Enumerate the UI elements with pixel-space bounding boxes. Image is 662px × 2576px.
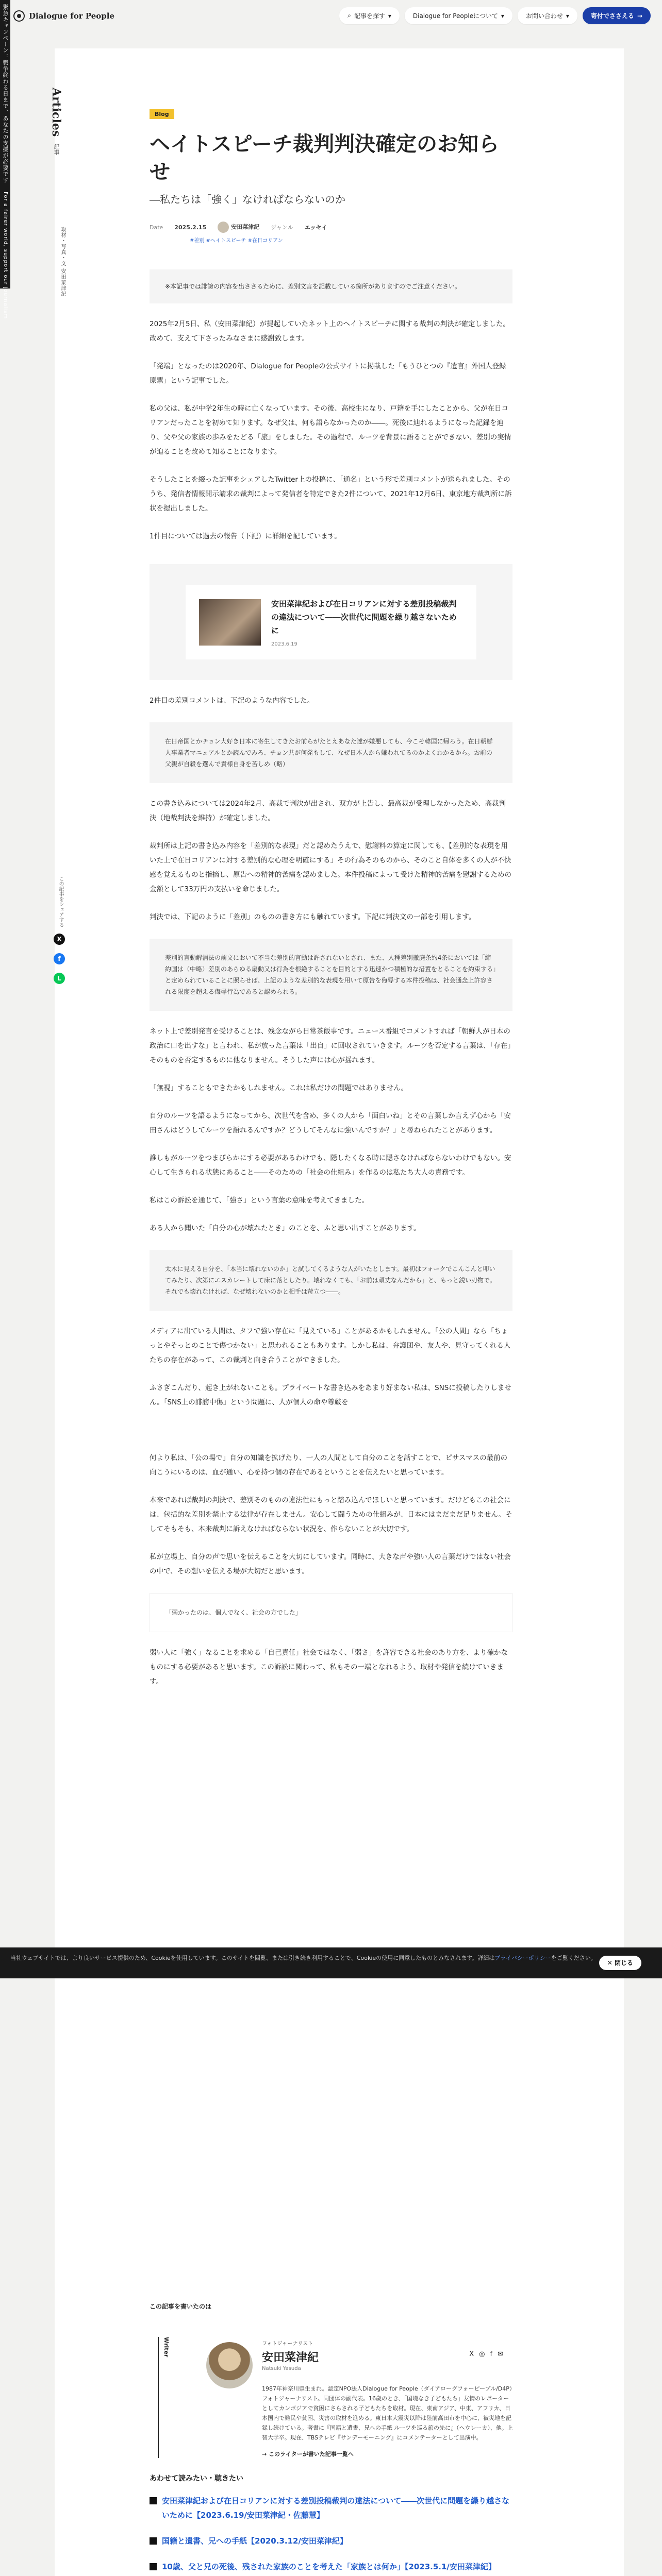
- nav-label: 寄付でささえる: [590, 12, 634, 20]
- line-share-icon[interactable]: L: [54, 973, 65, 984]
- paragraph: 「無視」することもできたかもしれません。これは私だけの問題ではありません。: [150, 1084, 408, 1092]
- article-subtitle: ―私たちは「強く」なければならないのか: [150, 193, 345, 206]
- logo-mark-icon: [13, 10, 25, 22]
- paragraph: 「発端」となったのは2020年、Dialogue for Peopleの公式サイトに掲載した「もうひとつの『遺言』外国人登録原票」という記事でした。: [150, 362, 506, 385]
- author-articles-link[interactable]: → このライターが書いた記事一覧へ: [262, 2451, 354, 2458]
- embed-card[interactable]: [186, 585, 476, 659]
- arrow-right-icon: →: [637, 12, 642, 20]
- quote-block: 太木に見える自分を、「本当に壊れないのか」と試してくるような人がいたとします。最初はフォークでこんこんと叩いてみたり、次第にエスカレートして床に落としたり。壊れなくても、「お前は頑丈なんだから」と、もっと鋭い刃物で。それでも壊れなければ、なぜ壊れないのかと相手は苛立つ――。: [150, 1250, 512, 1311]
- cookie-text-end: をご覧ください。: [551, 1955, 597, 1961]
- author-link[interactable]: [218, 222, 259, 233]
- content-warning: ※本記事では誹謗の内容を出ささるために、差別文言を記載している箇所がありますのでご注意ください。: [150, 269, 512, 303]
- paragraph: 私が立場上、自分の声で思いを伝えることを大切にしています。同時に、大きな声や強い人の言葉だけではない社会の中で、その想いを伝える場が大切だと思います。: [150, 1553, 511, 1575]
- paragraph: 判決では、下記のように「差別」のものの書き方にも触れています。下記に判決文の一部を引用します。: [150, 913, 476, 921]
- nav-contact[interactable]: [518, 7, 577, 24]
- author-vertical-label: Writer: [163, 2337, 170, 2358]
- nav-label: お問い合わせ: [525, 12, 563, 20]
- paragraph: 2件目の差別コメントは、下記のような内容でした。: [150, 697, 315, 705]
- nav-about[interactable]: [405, 7, 512, 24]
- square-bullet-icon: [150, 2497, 157, 2504]
- site-header: [10, 0, 662, 33]
- header-nav: [339, 7, 651, 24]
- cookie-close-button[interactable]: ✕ 閉じる: [599, 1956, 641, 1970]
- paragraph: 本来であれば裁判の判決で、差別そのものの違法性にもっと踏み込んでほしいと思っています。だけどもこの社会には、包括的な差別を禁止する法律が存在しません。安心して闘うための仕組みが、日本にはまだまだ足りません。そしてそもそも、本来裁判に訴えなければならない状況を、作らないことが大切です。: [150, 1496, 512, 1533]
- author-role: フォトジャーナリスト: [262, 2341, 313, 2347]
- facebook-share-icon[interactable]: f: [54, 953, 65, 964]
- paragraph: 裁判所は上記の書き込み内容を「差別的な表現」だと認めたうえで、慰謝料の算定に関しても、【差別的な表現を用いた上で在日コリアンに対する差別的な心理を明確にする」その行為そのものから、そのこと自体を多くの人が不快感を覚えるものと指摘し、原告への精神的苦痛を認めました。本件投稿によって受けた精神的苦痛を慰謝するための金額として33万円の支払いを命じました。: [150, 842, 511, 893]
- article-tag[interactable]: Blog: [150, 109, 174, 119]
- paragraph: ある人から聞いた「自分の心が壊れたとき」のことを、ふと思い出すことがあります。: [150, 1224, 421, 1232]
- article-date: 2025.2.15: [174, 224, 207, 231]
- avatar: [218, 222, 229, 233]
- campaign-strip-text: 緊急キャンペーン：戦争終わる日まで、あなたの支援が必要です: [2, 4, 9, 183]
- square-bullet-icon: [150, 2563, 157, 2570]
- paragraph: 2025年2月5日、私（安田菜津紀）が提起していたネット上のヘイトスピーチに関する裁判の判決が確定しました。改めて、支えて下さったみなさまに感謝致します。: [150, 320, 510, 343]
- author-bio: 1987年神奈川県生まれ。認定NPO法人Dialogue for People（ダイアローグフォーピープル/D4P）フォトジャーナリスト。同団体の副代表。16歳のとき、「国境なき子どもたち」友情のレポーターとしてカンボジアで貧困にさらされる子どもたちを取材。現在、東南アジア、中東、アフリカ、日本国内で難民や貧困、災害の取材を進める。東日本大震災以降は陸前高田市を中心に、被災地を記録し続けている。著書に『国籍と遺書、兄への手紙 ルーツを巡る旅の先に』（ヘウレーカ）、他。上智大学卒。現在、TBSテレビ『サンデーモーニング』にコメンテーターとして出演中。: [262, 2385, 513, 2441]
- author-photo: [206, 2342, 253, 2388]
- article-meta: [150, 222, 512, 233]
- quote-block: 差別的言動解消法の前文において不当な差別的言動は許されないとされ、また、人種差別撤廃条約4条においては「締約国は（中略）差別のあらゆる扇動又は行為を根絶することを目的とする迅速かつ積極的な措置をとることを約束する」と定められていることに照らせば、上記のような差別的な表現を用いて原告を侮辱する本件投稿は、社会通念上許容される限度を超える侮辱行為であると認められる。: [150, 939, 512, 1011]
- author-heading: この記事を書いたのは: [150, 2303, 212, 2310]
- paragraph: ふさぎこんだり、起き上がれないことも。プライベートな書き込みをあまり好まない私は、SNSに投稿したりしません。「SNS上の誹謗中傷」という問題に、人が個人の命や尊厳を: [150, 1384, 511, 1406]
- author-roman: Natsuki Yasuda: [262, 2366, 301, 2371]
- author-social-links: [469, 2350, 503, 2358]
- paragraph: メディアに出ている人間は、タフで強い存在に「見えている」ことがあるかもしれません。「公の人間」なら「ちょっとやそっとのことで傷つかない」と思われることもあります。しかし私は、弁護団や、友人や、見守ってくれる人たちの存在があって、この裁判と向き合うことができました。: [150, 1327, 511, 1364]
- author-name: 安田菜津紀: [262, 2351, 319, 2364]
- share-label: この記事をシェアする: [58, 876, 63, 927]
- search-icon: ⌕: [347, 12, 351, 19]
- campaign-strip-subtext: For a fairer world, support our journalism: [3, 192, 8, 319]
- paragraph: 私の父は、私が中学2年生の時に亡くなっています。その後、高校生になり、戸籍を手にしたことから、父が在日コリアンだったことを初めて知ります。なぜ父は、何も語らなかったのか――。死後に辿れるようになった記録を辿り、父や父の家族の歩みをたどる「旅」をしました。その過程で、ルーツを背景に語ることができない、差別の実情が迫ることを改めて知ることになります。: [150, 404, 511, 456]
- side-description: 取材・写真・文 安田菜津紀: [60, 227, 65, 297]
- author-name: 安田菜津紀: [231, 224, 260, 230]
- paragraph: そうしたことを綴った記事をシェアしたTwitter上の投稿に、「通名」という形で差別コメントが送られました。そのうち、発信者情報開示請求の裁判によって発信者を特定できた2件について、2021年12月6日、東京地方裁判所に訴状を提出しました。: [150, 476, 512, 513]
- embed-thumbnail: [199, 599, 261, 646]
- nav-donate-button[interactable]: [583, 7, 651, 24]
- mail-icon[interactable]: ✉: [498, 2350, 503, 2358]
- related-link-text: 10歳、父と兄の死後、残された家族のことを考えた「家族とは何か」【2023.5.1/安田菜津紀】: [162, 2562, 496, 2571]
- paragraph: この書き込みについては2024年2月、高裁で判決が出され、双方が上告し、最高裁が受理しなかったため、高裁判決（地裁判決を維持）が確定しました。: [150, 800, 506, 822]
- square-bullet-icon: [150, 2537, 157, 2545]
- nav-label: Dialogue for Peopleについて: [412, 12, 498, 20]
- section-label-sub: 記事: [53, 144, 60, 155]
- related-link[interactable]: [150, 2494, 512, 2522]
- cookie-text: 当社ウェブサイトでは、より良いサービス提供のため、Cookieを使用しています。このサイトを閲覧、または引き続き利用することで、Cookieの使用に同意したものとみなされます。詳細は: [10, 1955, 495, 1961]
- article-title: ヘイトスピーチ裁判判決確定のお知らせ: [150, 132, 499, 184]
- chevron-down-icon: ▾: [501, 12, 504, 20]
- related-link-text: 国籍と遺書、兄への手紙【2020.3.12/安田菜津紀】: [162, 2536, 347, 2546]
- related-link[interactable]: [150, 2560, 512, 2574]
- paragraph: 何より私は、「公の場で」自分の知識を拡げたり、一人の人間として自分のことを話すことで、ピサスマスの最前の向こうにいるのは、血が通い、心を持つ個の存在であるということを伝えたいと思っています。: [150, 1454, 508, 1477]
- share-rail: [54, 876, 66, 992]
- article-hashtags[interactable]: #差別 #ヘイトスピーチ #在日コリアン: [190, 238, 283, 244]
- paragraph: 1件目については過去の報告（下記）に詳細を記しています。: [150, 532, 341, 540]
- campaign-strip[interactable]: [0, 0, 10, 319]
- date-label: Date: [150, 224, 163, 231]
- author-more-label: このライターが書いた記事一覧へ: [269, 2451, 354, 2458]
- paragraph: ネット上で差別発言を受けることは、残念ながら日常茶飯事です。ニュース番組でコメントすれば「朝鮮人が日本の政治に口を出すな」と言われ、私が放った言葉は「出自」に回収されていきます。ルーツを否定する言葉は、「存在」そのものを否定するものに他なりません。そうした声には心が揺れます。: [150, 1027, 511, 1064]
- related-articles: [150, 2473, 512, 2576]
- chevron-down-icon: ▾: [388, 12, 391, 20]
- section-label-text: Articles: [49, 88, 63, 137]
- nav-label: 記事を探す: [354, 12, 385, 20]
- instagram-icon[interactable]: ◎: [479, 2350, 485, 2358]
- embed-date: 2023.6.19: [271, 641, 297, 647]
- cookie-close-label: 閉じる: [614, 1959, 633, 1967]
- quote-block: 「弱かったのは、個人でなく、社会の方でした」: [150, 1593, 512, 1632]
- related-article-embed[interactable]: [150, 564, 512, 680]
- section-label: [49, 88, 63, 155]
- article: [150, 108, 512, 1689]
- paragraph: 私はこの訴訟を通じて、「強さ」という言葉の意味を考えてきました。: [150, 1196, 369, 1205]
- related-link-text: 安田菜津紀および在日コリアンに対する差別投稿裁判の違法について――次世代に問題を繰り越さないために【2023.6.19/安田菜津紀・佐藤慧】: [162, 2496, 510, 2520]
- quote-block: 在日帝国とかチョン大好き日本に寄生してきたお前らがたとえあなた達が嫌悪しても、今こそ韓国に帰ろう。在日朝鮮人事業者マニュアルとか読んでみろ、チョン共が何発もして、なぜ日本人から嫌われてるのかよくわかるから。お前の父親が自殺を選んで貴様自身を苦しめ（略）: [150, 722, 512, 783]
- facebook-icon[interactable]: f: [490, 2350, 493, 2358]
- related-link[interactable]: [150, 2534, 512, 2548]
- x-share-icon[interactable]: X: [54, 934, 65, 945]
- cookie-banner: [0, 1947, 662, 1978]
- paragraph: 自分のルーツを語るようになってから、次世代を含め、多くの人から「面白いね」とその言葉しか言えず心から「安田さんはどうしてルーツを語れるんですか？どうしてそんなに強いんですか？」と尋ねられたことがあります。: [150, 1112, 511, 1134]
- chevron-down-icon: ▾: [566, 12, 569, 20]
- privacy-policy-link[interactable]: プライバシーポリシー: [494, 1955, 551, 1961]
- genre-label: ジャンル: [271, 224, 293, 231]
- paragraph: 誰しもがルーツをつまびらかにする必要があるわけでも、隠したくなる時に隠さなければならないわけでもない。安心して生きられる状態にあること――そのための「社会の仕組み」を作るのは私たち大人の責務です。: [150, 1154, 511, 1177]
- nav-search-articles[interactable]: [339, 7, 400, 24]
- paragraph: 弱い人に「強く」なることを求める「自己責任」社会ではなく、「弱さ」を許容できる社会のあり方を、より確かなものにする必要があると思います。この訴訟に関わって、私もその一端となれるよう、取材や発信を続けていきます。: [150, 1649, 508, 1686]
- author-box: [158, 2337, 514, 2458]
- x-icon[interactable]: X: [469, 2350, 474, 2358]
- related-heading: あわせて読みたい・聴きたい: [150, 2475, 243, 2483]
- logo-text: Dialogue for People: [29, 11, 115, 21]
- article-genre[interactable]: エッセイ: [304, 224, 327, 231]
- embed-title: 安田菜津紀および在日コリアンに対する差別投稿裁判の違法について――次世代に問題を繰り越さないために: [271, 599, 457, 635]
- site-logo[interactable]: [13, 10, 114, 22]
